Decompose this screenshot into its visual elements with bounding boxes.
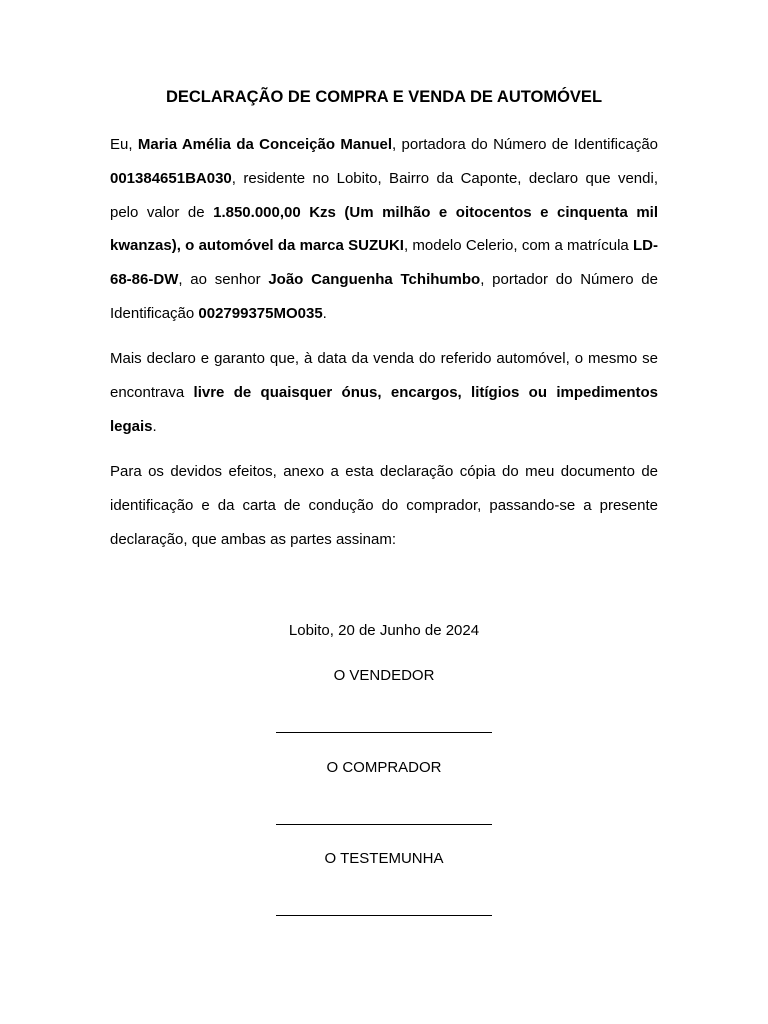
license-plate: LD-68-86-DW <box>110 237 659 289</box>
witness-signature-line <box>276 896 492 916</box>
guarantee-emphasis: livre de quaisquer ónus, encargos, litígios ou impedimentos legais <box>110 383 659 435</box>
place-date: Lobito, 20 de Junho de 2024 <box>288 622 480 639</box>
car-brand: SUZUKI <box>348 237 404 255</box>
seller-id-number: 001384651BA030 <box>110 169 232 187</box>
paragraph-text: . <box>322 304 327 322</box>
paragraph-text: , ao senhor <box>178 271 269 289</box>
paragraph-text: , portador do Número de Identificação <box>110 271 658 322</box>
document-title: DECLARAÇÃO DE COMPRA E VENDA DE AUTOMÓVEL <box>165 88 603 106</box>
buyer-signature-label: O COMPRADOR <box>326 759 442 776</box>
seller-signature-line <box>276 713 492 733</box>
guarantee-paragraph <box>110 342 658 443</box>
paragraph-text: Eu, <box>110 136 138 153</box>
paragraph-text: , portadora do Número de Identificação <box>392 136 659 153</box>
paragraph-text: Mais declaro e garanto que, à data da venda do referido automóvel, o mesmo se encontrava <box>110 350 658 401</box>
seller-signature-label: O VENDEDOR <box>333 667 435 684</box>
buyer-signature-line <box>276 805 492 825</box>
witness-signature-label: O TESTEMUNHA <box>324 850 444 867</box>
paragraph-text: , residente no Lobito, Bairro da Caponte, declaro que vendi, pelo valor de <box>110 169 658 221</box>
attachments-paragraph: Para os devidos efeitos, anexo a esta declaração cópia do meu documento de identificação e da carta de condução do comprador, passando-se a presente declaração, que ambas as partes assinam: <box>110 463 658 548</box>
seller-name: Maria Amélia da Conceição Manuel <box>137 136 393 153</box>
paragraph-text: . <box>152 417 157 435</box>
sale-price: 1.850.000,00 Kzs (Um milhão e oitocentos e cinquenta mil kwanzas), o automóvel da marca <box>110 203 659 255</box>
paragraph-text: , modelo Celerio, com a matrícula <box>403 237 634 255</box>
buyer-name: João Canguenha Tchihumbo <box>268 271 481 289</box>
buyer-id-number: 002799375MO035 <box>198 304 323 322</box>
declaration-paragraph <box>110 128 658 331</box>
